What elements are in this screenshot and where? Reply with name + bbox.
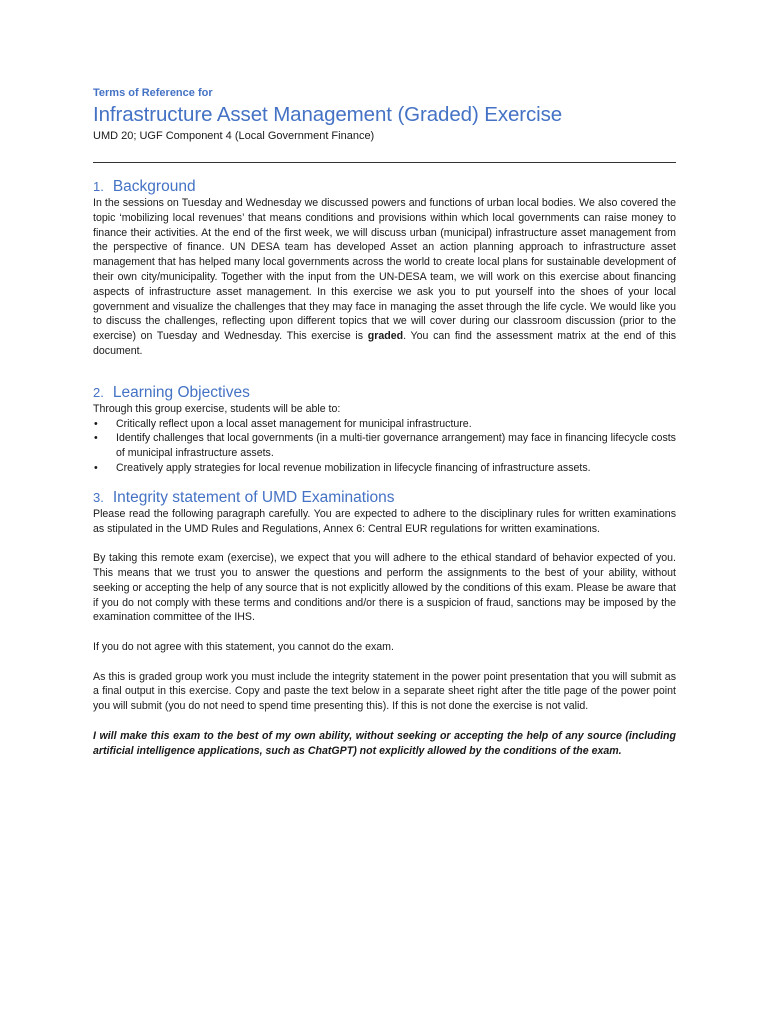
objectives-list: [93, 417, 676, 476]
section-title: Integrity statement of UMD Examinations: [112, 488, 395, 506]
section-heading-learning-objectives: [93, 383, 676, 402]
integrity-paragraph: As this is graded group work you must include the integrity statement in the power point presentation that you will submit as a final output in this exercise. Copy and paste the text below in a separate sheet right after the title page of the power point you will submit (you do not need to spend time presenting this). If this is not done the exercise is not valid.: [93, 670, 676, 713]
kicker: Terms of Reference for: [93, 87, 213, 99]
document-body: [93, 86, 676, 758]
graded-emphasis: graded: [367, 330, 404, 343]
section-heading-integrity-statement: [93, 488, 676, 507]
list-item-text: Critically reflect upon a local asset management for municipal infrastructure.: [116, 417, 472, 430]
list-item: [93, 417, 676, 432]
bullet-icon: •: [94, 461, 98, 474]
background-paragraph: [93, 196, 676, 359]
background-text: In the sessions on Tuesday and Wednesday we discussed powers and functions of urban local bodies. We also covered the topic ‘mobilizing local revenues’ that means conditions and provisions within which local governments can raise money to finance their activities. At the end of the first week, we will discuss urban (municipal) infrastructure asset management from the perspective of finance. UN DESA team has developed Asset an action planning approach to infrastructure asset management that has helped many local governments across the world to create local plans for sustainable development of their own city/municipality. Together with the input from the UN-DESA team, we will work on this exercise about financing aspects of infrastructure asset management. In this exercise we ask you to put yourself into the shoes of your local government and visualize the challenges that they may face in managing the asset through the life cycle. We would like you to discuss the challenges, reflecting upon different topics that we will cover during our classroom discussion (prior to the exercise) on Tuesday and Wednesday. This exercise is: [93, 197, 676, 343]
bullet-icon: •: [94, 432, 98, 445]
list-item-text: Creatively apply strategies for local revenue mobilization in lifecycle financing of infrastructure assets.: [116, 461, 591, 474]
integrity-paragraph: By taking this remote exam (exercise), we expect that you will adhere to the ethical standard of behavior expected of you. This means that we trust you to answer the questions and perform the assignments to the best of your ability, without seeking or accepting the help of any source that is not explicitly allowed by the conditions of this exam. Please be aware that if you do not comply with these terms and conditions and/or there is a suspicion of fraud, sanctions may be imposed by the examination committee of the IHS.: [93, 552, 676, 624]
subtitle: UMD 20; UGF Component 4 (Local Government Finance): [93, 130, 375, 142]
list-item-text: Identify challenges that local governments (in a multi-tier governance arrangement) may face in financing lifecycle costs of municipal infrastructure assets.: [116, 432, 676, 460]
section-heading-background: [93, 177, 676, 196]
integrity-paragraph: Please read the following paragraph carefully. You are expected to adhere to the disciplinary rules for written examinations as stipulated in the UMD Rules and Regulations, Annex 6: Central EUR regulations for written examinations.: [93, 507, 676, 535]
page-title: Infrastructure Asset Management (Graded) Exercise: [93, 103, 563, 126]
section-title: Background: [112, 178, 196, 195]
list-item: [93, 431, 676, 461]
section-number: 1.: [93, 179, 104, 194]
section-number: 3.: [93, 489, 104, 505]
objectives-intro: Through this group exercise, students will be able to:: [93, 402, 341, 415]
section-title: Learning Objectives: [112, 383, 250, 401]
integrity-statement-text: I will make this exam to the best of my own ability, without seeking or accepting the help of any source (including artificial intelligence applications, such as ChatGPT) not explicitly allowed by the conditions of the exam.: [93, 729, 676, 757]
bullet-icon: •: [94, 417, 98, 430]
list-item: [93, 461, 676, 476]
integrity-paragraph: If you do not agree with this statement, you cannot do the exam.: [93, 640, 394, 653]
background-text-end: . You can find the assessment matrix at the end of this document.: [93, 330, 676, 357]
title-divider: [93, 162, 676, 163]
section-number: 2.: [93, 384, 104, 400]
